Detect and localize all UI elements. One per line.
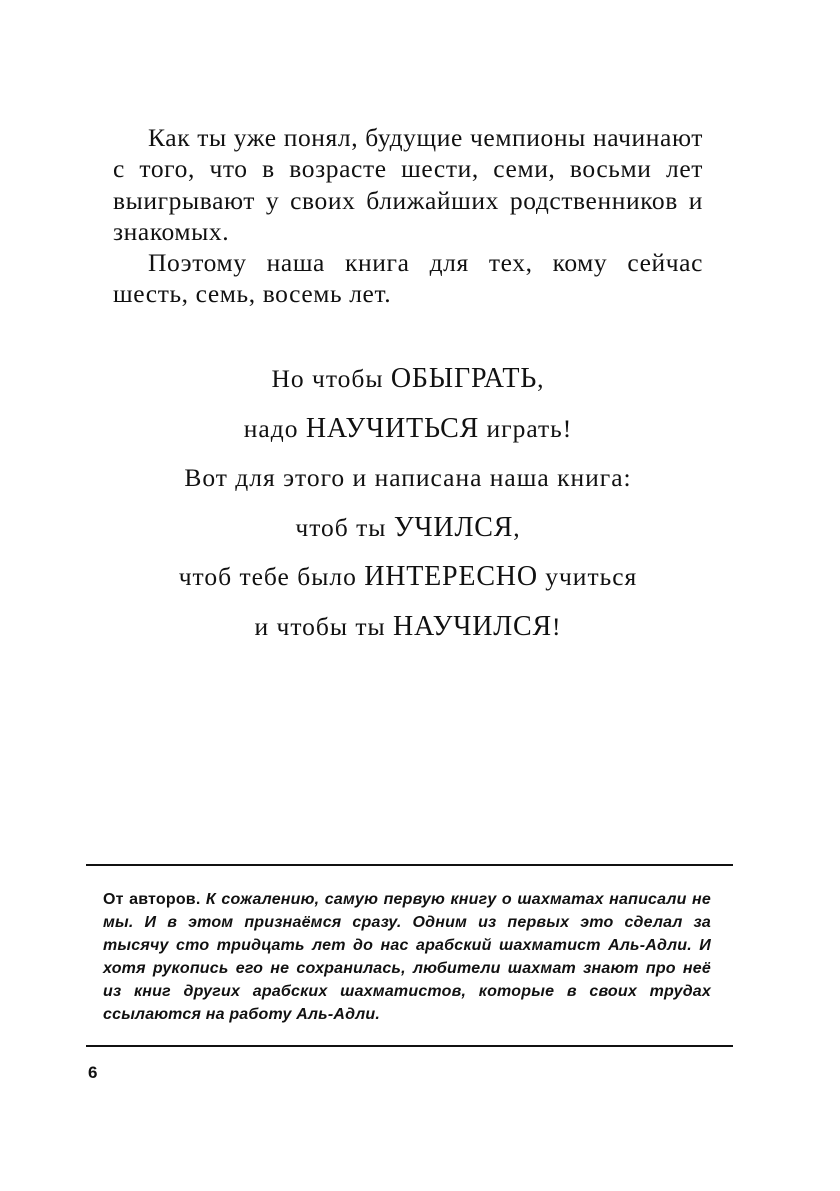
motto-line-5-pre: чтоб тебе было: [178, 562, 365, 591]
footnote-top-rule: [86, 864, 733, 866]
motto-line-4: [83, 503, 733, 553]
motto-line-1-emphasis: ОБЫГРАТЬ: [390, 363, 538, 394]
footnote: [103, 888, 711, 1027]
motto-line-2-pre: надо: [243, 413, 306, 443]
motto-line-1-pre: Но чтобы: [271, 364, 391, 393]
page-number: 6: [88, 1063, 98, 1082]
motto-line-1: [83, 354, 733, 404]
motto-line-2-post: играть!: [479, 413, 573, 443]
motto-block: [83, 354, 733, 651]
motto-line-3: [83, 453, 733, 503]
motto-line-6-pre: и чтобы ты: [254, 611, 394, 641]
motto-line-4-pre: чтоб ты: [295, 512, 394, 542]
motto-line-3-text: Вот для этого и написана наша книга:: [184, 463, 632, 492]
motto-line-6-post: !: [552, 611, 562, 641]
motto-line-6-emphasis: НАУЧИЛСЯ: [393, 610, 552, 642]
footnote-body: К сожалению, самую первую книгу о шахматах написали не мы. И в этом признаёмся сразу. Одним из первых это сделал за тысячу сто тридцать лет до нас арабский шахматист Аль-Адли. И хотя рукопись его не сохранилась, любители шахмат знают про неё из книг других арабских шахматистов, которые в своих трудах ссылаются на работу Аль-Адли.: [103, 891, 711, 1024]
footnote-lead: От авторов.: [103, 891, 201, 908]
intro-text: [113, 122, 703, 310]
motto-line-6: [83, 602, 733, 652]
motto-line-5-post: учиться: [537, 562, 638, 591]
motto-line-4-emphasis: УЧИЛСЯ: [393, 511, 514, 543]
motto-line-4-post: ,: [513, 512, 521, 542]
motto-line-2-emphasis: НАУЧИТЬСЯ: [305, 412, 480, 444]
motto-line-2: [83, 404, 733, 454]
footnote-bottom-rule: [86, 1045, 733, 1047]
motto-line-1-post: ,: [537, 364, 545, 393]
intro-paragraph-2: Поэтому наша книга для тех, кому сейчас шесть, семь, восемь лет.: [113, 248, 703, 309]
intro-paragraph-1: Как ты уже понял, будущие чемпионы начинают с того, что в возрасте шести, семи, восьми лет выигрывают у своих ближайших родственников и знакомых.: [113, 123, 703, 246]
motto-line-5: [83, 552, 733, 602]
motto-line-5-emphasis: ИНТЕРЕСНО: [364, 561, 538, 592]
